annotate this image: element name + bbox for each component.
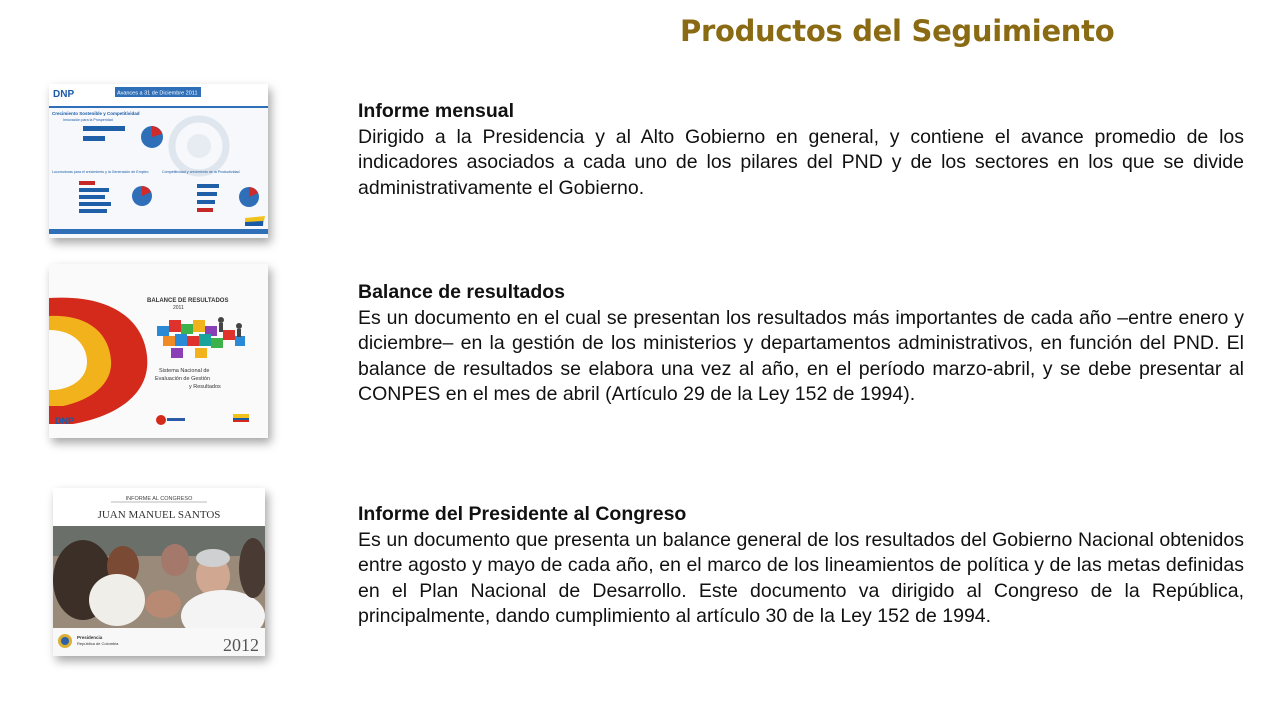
cover-title: BALANCE DE RESULTADOS [147,298,229,304]
cover-photo [53,526,265,642]
page-title: Productos del Seguimiento [680,14,1115,48]
section-heading: Balance de resultados [358,281,565,303]
section-balance-resultados [358,280,1244,408]
system-line-2: Evaluación de Gestión [155,376,211,382]
informe-mensual-thumbnail [49,84,268,238]
president-name: JUAN MANUEL SANTOS [97,509,221,521]
section-heading: Informe del Presidente al Congreso [358,503,687,525]
section-informe-congreso [358,502,1244,630]
thumb-heading-3: Locomotoras para el crecimiento y la Generación de Empleo [52,170,149,174]
dnp-logo: DNP [53,89,75,100]
thumb-heading-2: Innovación para la Prosperidad [63,118,113,122]
footer-line-1: Presidencia [77,635,103,640]
balance-resultados-thumbnail [49,264,268,438]
cover-year: 2011 [173,305,184,311]
section-heading: Informe mensual [358,100,515,122]
section-body: Dirigido a la Presidencia y al Alto Gobierno en general, y contiene el avance promedio de los indicadores asociados a cada uno de los pilares del PND y de los sectores en los que se divide administrativamente el Gobierno. [358,125,1244,199]
cover-year: 2012 [223,635,259,655]
system-line-1: Sistema Nacional de [159,368,210,374]
thumb-heading-1: Crecimiento Sostenible y Competitividad [52,111,140,116]
section-body: Es un documento en el cual se presentan los resultados más importantes de cada año –entre enero y diciembre– en la gestión de los ministerios y departamentos administrativos, en función del PND. El balance de resultados se elabora una vez al año, en el período marzo-abril, y se debe presentar al CONPES en el mes de abril (Artículo 29 de la Ley 152 de 1994). [358,306,1244,405]
dnp-logo: DNP [55,416,75,426]
section-informe-mensual [358,99,1244,201]
cover-label: INFORME AL CONGRESO [125,496,193,502]
banner-text: Avances a 31 de Diciembre 2011 [117,90,198,97]
informe-congreso-thumbnail [53,488,265,656]
thumb-heading-4: Competitividad y crecimiento de la Productividad [162,170,240,174]
system-line-3: y Resultados [189,384,221,390]
section-body: Es un documento que presenta un balance general de los resultados del Gobierno Nacional obtenidos entre agosto y mayo de cada año, en el marco de los lineamientos de política y de las metas definidas en el Plan Nacional de Desarrollo. Este documento va dirigido al Congreso de la República, principalmente, dando cumplimiento al artículo 30 de la Ley 152 de 1994. [358,528,1244,627]
footer-line-2: República de Colombia [77,641,119,646]
